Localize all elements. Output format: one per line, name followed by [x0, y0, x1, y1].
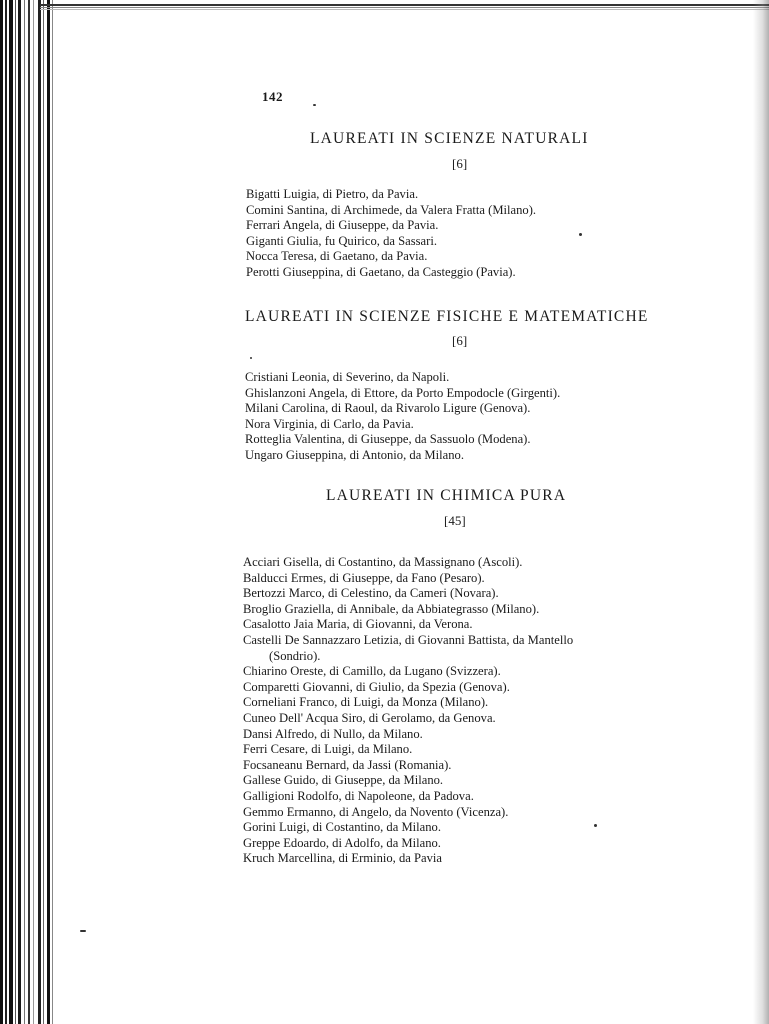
- section-count-scienze-fisiche-matematiche: [6]: [452, 333, 468, 348]
- graduate-entry: Comini Santina, di Archimede, da Valera Fratta (Milano).: [246, 202, 537, 217]
- graduate-entry: Gorini Luigi, di Costantino, da Milano.: [243, 820, 441, 835]
- graduate-entry: Ferri Cesare, di Luigi, da Milano.: [243, 742, 413, 757]
- graduate-list-chimica-pura: [243, 555, 573, 867]
- section-count-chimica-pura: [45]: [444, 513, 466, 528]
- scan-speck: [313, 104, 316, 106]
- right-page-shadow: [753, 0, 769, 1024]
- section-heading-scienze-fisiche-matematiche: LAUREATI IN SCIENZE FISICHE E MATEMATICHE: [245, 308, 649, 325]
- top-page-edge: [40, 4, 769, 12]
- section-heading-scienze-naturali: LAUREATI IN SCIENZE NATURALI: [310, 130, 589, 147]
- graduate-entry: Gallese Guido, di Giuseppe, da Milano.: [243, 773, 444, 788]
- section-count-scienze-naturali: [6]: [452, 156, 468, 171]
- graduate-entry: Chiarino Oreste, di Camillo, da Lugano (Svizzera).: [243, 664, 501, 679]
- graduate-entry: [243, 633, 573, 664]
- graduate-entry: Corneliani Franco, di Luigi, da Monza (Milano).: [243, 695, 489, 710]
- graduate-entry: Galligioni Rodolfo, di Napoleone, da Padova.: [243, 788, 474, 803]
- scan-speck: [80, 930, 86, 932]
- graduate-entry: Bigatti Luigia, di Pietro, da Pavia.: [246, 187, 419, 201]
- graduate-entry: Nora Virginia, di Carlo, da Pavia.: [245, 416, 414, 431]
- page-number: 142: [262, 89, 283, 104]
- graduate-entry-text: Castelli De Sannazzaro Letizia, di Giovanni Battista, da Mantello: [243, 632, 574, 647]
- graduate-entry: Acciari Gisella, di Costantino, da Massignano (Ascoli).: [243, 555, 523, 569]
- graduate-list-scienze-naturali: [246, 187, 536, 281]
- graduate-list-scienze-fisiche-matematiche: [245, 370, 560, 464]
- graduate-entry: Dansi Alfredo, di Nullo, da Milano.: [243, 726, 423, 741]
- graduate-entry: Gemmo Ermanno, di Angelo, da Novento (Vicenza).: [243, 804, 509, 819]
- graduate-entry: Perotti Giuseppina, di Gaetano, da Casteggio (Pavia).: [246, 264, 516, 279]
- graduate-entry: Comparetti Giovanni, di Giulio, da Spezia (Genova).: [243, 679, 510, 694]
- graduate-entry: Casalotto Jaia Maria, di Giovanni, da Verona.: [243, 617, 473, 632]
- scan-speck: [594, 824, 597, 827]
- graduate-entry: Giganti Giulia, fu Quirico, da Sassari.: [246, 233, 437, 248]
- graduate-entry: Greppe Edoardo, di Adolfo, da Milano.: [243, 835, 441, 850]
- graduate-entry: Ungaro Giuseppina, di Antonio, da Milano.: [245, 447, 464, 462]
- graduate-entry: Ferrari Angela, di Giuseppe, da Pavia.: [246, 218, 439, 233]
- scan-speck: [250, 357, 252, 359]
- graduate-entry: Cuneo Dell' Acqua Siro, di Gerolamo, da Genova.: [243, 710, 496, 725]
- graduate-entry: Ghislanzoni Angela, di Ettore, da Porto Empodocle (Girgenti).: [245, 385, 561, 400]
- graduate-entry: Cristiani Leonia, di Severino, da Napoli.: [245, 370, 450, 384]
- graduate-entry: Broglio Graziella, di Annibale, da Abbiategrasso (Milano).: [243, 601, 540, 616]
- graduate-entry-continuation: (Sondrio).: [269, 648, 321, 663]
- graduate-entry: Nocca Teresa, di Gaetano, da Pavia.: [246, 249, 428, 264]
- graduate-entry: Rotteglia Valentina, di Giuseppe, da Sassuolo (Modena).: [245, 432, 531, 447]
- graduate-entry: Balducci Ermes, di Giuseppe, da Fano (Pesaro).: [243, 570, 485, 585]
- scan-speck: [579, 233, 582, 236]
- section-heading-chimica-pura: LAUREATI IN CHIMICA PURA: [326, 487, 567, 504]
- binding-edge: [0, 0, 60, 1024]
- graduate-entry: Focsaneanu Bernard, da Jassi (Romania).: [243, 757, 452, 772]
- graduate-entry: Bertozzi Marco, di Celestino, da Cameri (Novara).: [243, 586, 499, 601]
- graduate-entry: Kruch Marcellina, di Erminio, da Pavia: [243, 851, 442, 866]
- graduate-entry: Milani Carolina, di Raoul, da Rivarolo Ligure (Genova).: [245, 401, 531, 416]
